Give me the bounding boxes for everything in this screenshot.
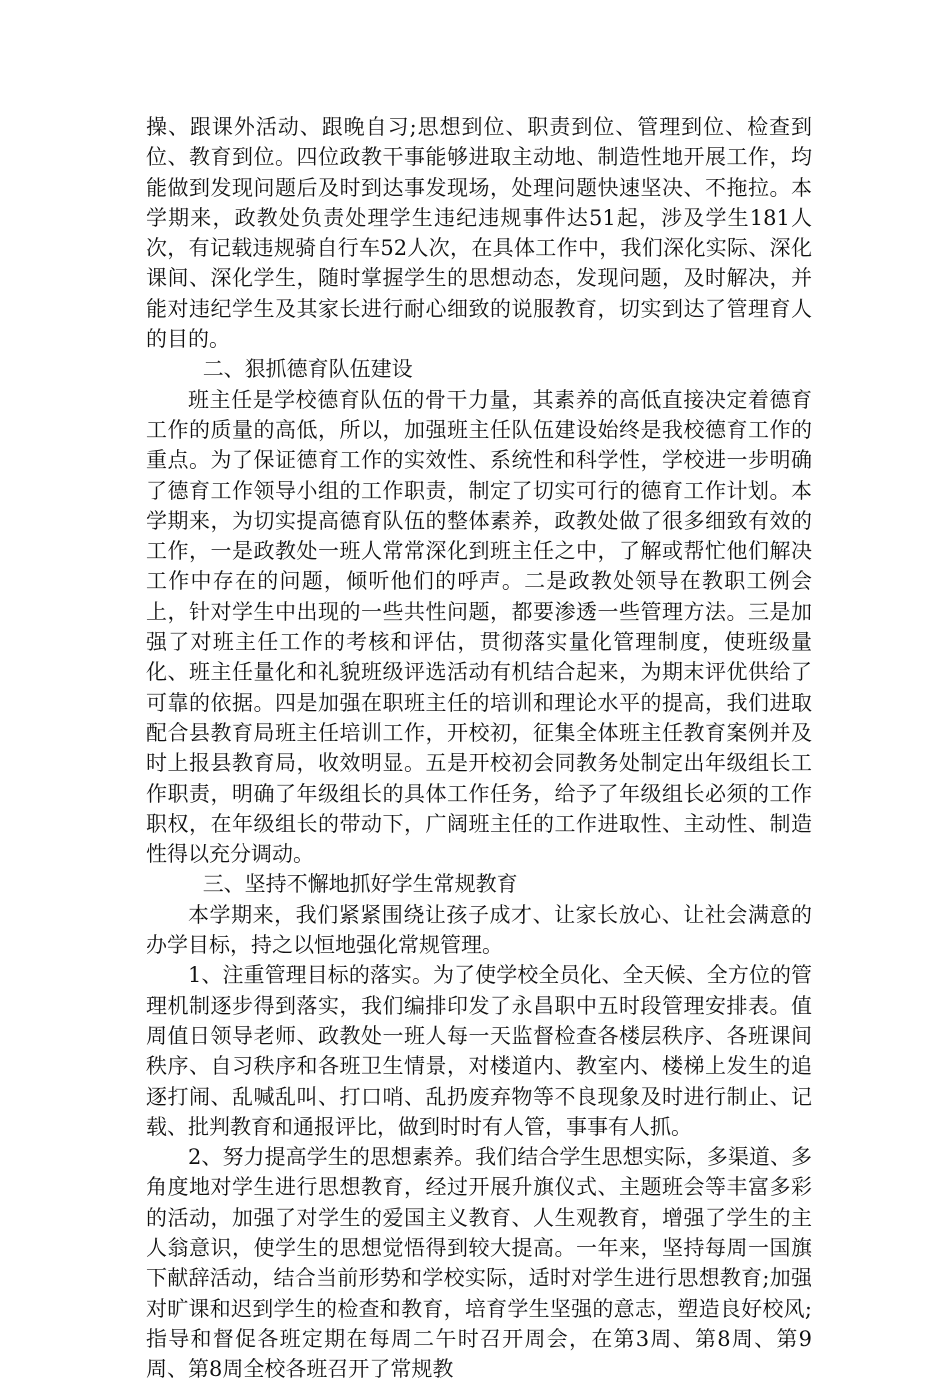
paragraph-item-1: 1、注重管理目标的落实。为了使学校全员化、全天候、全方位的管理机制逐步得到落实，我们编排印发了永昌职中五时段管理安排表。值周值日领导老师、政教处一班人每一天监督检查各楼层秩序、各班课间秩序、自习秩序和各班卫生情景，对楼道内、教室内、楼梯上发生的追逐打闹、乱喊乱叫、打口哨、乱扔废弃物等不良现象及时进行制止、记载、批判教育和通报评比，做到时时有人管，事事有人抓。 xyxy=(146,963,812,1139)
paragraph-teacher-team: 班主任是学校德育队伍的骨干力量，其素养的高低直接决定着德育工作的质量的高低，所以，加强班主任队伍建设始终是我校德育工作的重点。为了保证德育工作的实效性、系统性和科学性，学校进一步明确了德育工作领导小组的工作职责，制定了切实可行的德育工作计划。本学期来，为切实提高德育队伍的整体素养，政教处做了很多细致有效的工作，一是政教处一班人常常深化到班主任之中，了解或帮忙他们解决工作中存在的问题，倾听他们的呼声。二是政教处领导在教职工例会上，针对学生中出现的一些共性问题，都要渗透一些管理方法。三是加强了对班主任工作的考核和评估，贯彻落实量化管理制度，使班级量化、班主任量化和礼貌班级评选活动有机结合起来，为期末评优供给了可靠的依据。四是加强在职班主任的培训和理论水平的提高，我们进取配合县教育局班主任培训工作，开校初，征集全体班主任教育案例并及时上报县教育局，收效明显。五是开校初会同教务处制定出年级组长工作职责，明确了年级组长的具体工作任务，给予了年级组长必须的工作职权，在年级组长的带动下，广阔班主任的工作进取性、主动性、制造性得以充分调动。 xyxy=(146,387,812,867)
paragraph-continuation: 操、跟课外活动、跟晚自习;思想到位、职责到位、管理到位、检查到位、教育到位。四位政教干事能够进取主动地、制造性地开展工作，均能做到发现问题后及时到达事发现场，处理问题快速坚决、不拖拉。本学期来，政教处负责处理学生违纪违规事件达51起，涉及学生181人次，有记载违规骑自行车52人次，在具体工作中，我们深化实际、深化课间、深化学生，随时掌握学生的思想动态，发现问题，及时解决，并能对违纪学生及其家长进行耐心细致的说服教育，切实到达了管理育人的目的。 xyxy=(146,115,812,352)
document-body xyxy=(146,112,812,1384)
paragraph-routine-intro: 本学期来，我们紧紧围绕让孩子成才、让家长放心、让社会满意的办学目标，持之以恒地强化常规管理。 xyxy=(146,902,812,958)
section-heading-3: 三、坚持不懈地抓好学生常规教育 xyxy=(202,872,518,897)
section-heading-2: 二、狠抓德育队伍建设 xyxy=(202,357,413,382)
paragraph-item-2: 2、努力提高学生的思想素养。我们结合学生思想实际，多渠道、多角度地对学生进行思想教育，经过开展升旗仪式、主题班会等丰富多彩的活动，加强了对学生的爱国主义教育、人生观教育，增强了学生的主人翁意识，使学生的思想觉悟得到较大提高。一年来，坚持每周一国旗下献辞活动，结合当前形势和学校实际，适时对学生进行思想教育;加强对旷课和迟到学生的检查和教育，培育学生坚强的意志，塑造良好校风;指导和督促各班定期在每周二午时召开周会，在第3周、第8周、第9周、第8周全校各班召开了常规教 xyxy=(146,1145,812,1382)
